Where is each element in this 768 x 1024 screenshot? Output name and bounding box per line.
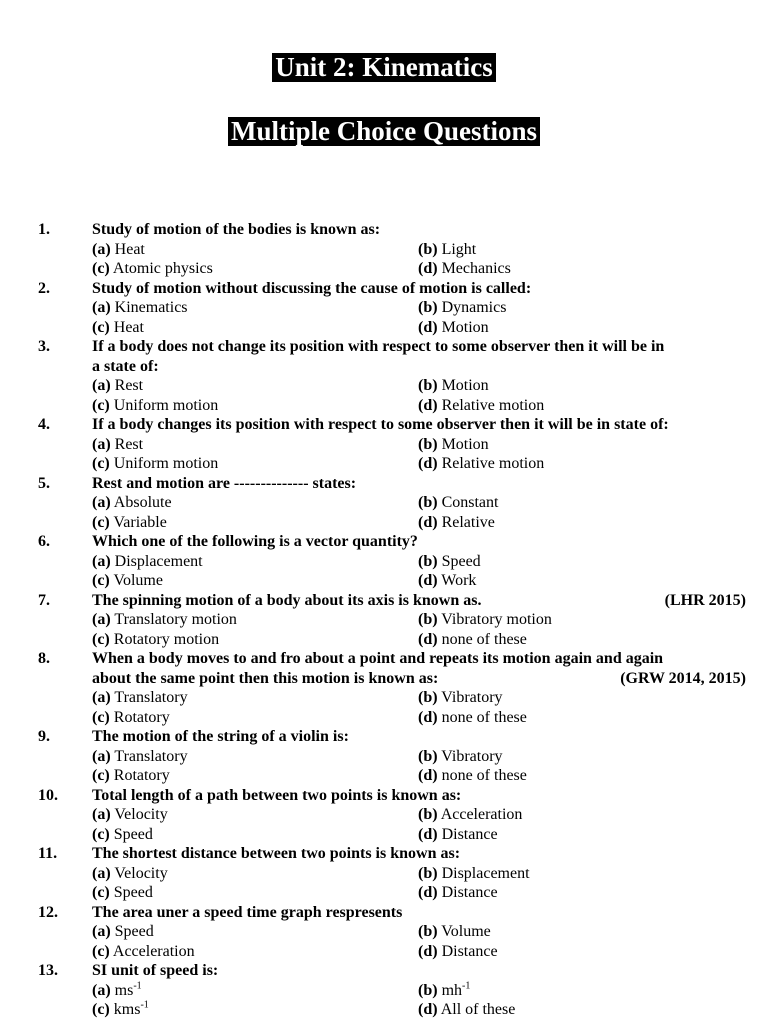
option-row	[0, 942, 768, 962]
option-key: (c)	[92, 884, 110, 901]
option-key: (a)	[92, 377, 111, 394]
option-text: mh	[441, 981, 463, 999]
question-line	[0, 532, 768, 552]
question-line	[0, 649, 768, 669]
question-text: The spinning motion of a body about its axis is known as.	[92, 591, 482, 609]
option-text: Volume	[441, 923, 491, 940]
answer-option	[418, 942, 498, 962]
question-line	[0, 415, 768, 435]
option-row	[0, 922, 768, 942]
option-key: (a)	[92, 552, 111, 570]
option-key: (b)	[418, 494, 438, 511]
option-text: Speed	[113, 884, 153, 901]
question-number: 4.	[38, 416, 50, 433]
page-title: Unit 2: Kinematics	[272, 53, 495, 82]
option-text: Relative motion	[441, 455, 545, 472]
option-text: Heat	[113, 318, 144, 336]
answer-option	[92, 298, 188, 318]
question-number: 1.	[38, 221, 50, 238]
answer-option	[92, 552, 203, 572]
option-row	[0, 240, 768, 260]
answer-option	[418, 630, 527, 650]
question-line-continued	[0, 357, 768, 377]
option-key: (b)	[418, 435, 438, 453]
option-row	[0, 708, 768, 728]
option-key: (a)	[92, 806, 111, 823]
option-text: Volume	[113, 572, 163, 589]
option-key: (d)	[418, 767, 438, 784]
answer-option	[418, 298, 506, 318]
answer-option	[92, 454, 218, 474]
option-key: (a)	[92, 689, 111, 706]
option-key: (d)	[418, 825, 438, 843]
question-item	[0, 844, 768, 903]
option-text: Displacement	[114, 552, 203, 570]
option-key: (a)	[92, 611, 111, 628]
answer-option	[418, 981, 470, 1001]
question-text: If a body does not change its position with respect to some observer then it will be in	[92, 338, 665, 355]
option-row	[0, 688, 768, 708]
option-text: Speed	[114, 923, 154, 940]
option-key: (d)	[418, 513, 438, 531]
option-key: (b)	[418, 689, 438, 706]
question-number: 12.	[38, 903, 58, 921]
option-key: (d)	[418, 708, 438, 726]
option-text: Motion	[441, 318, 489, 336]
question-text: Rest and motion are -------------- states:	[92, 474, 357, 492]
option-row	[0, 259, 768, 279]
question-number: 10.	[38, 786, 58, 804]
option-row	[0, 981, 768, 1001]
answer-option	[418, 766, 527, 786]
option-text: Absolute	[113, 494, 172, 511]
question-item	[0, 279, 768, 338]
option-text: Acceleration	[440, 806, 523, 823]
option-key: (b)	[418, 377, 438, 394]
option-text: ms	[114, 981, 134, 999]
option-text: Translatory	[114, 747, 188, 765]
option-key: (d)	[418, 630, 438, 648]
question-text: When a body moves to and fro about a point and repeats its motion again and again	[92, 650, 664, 667]
option-key: (b)	[418, 240, 438, 258]
answer-option	[418, 396, 544, 416]
option-text: Translatory	[114, 689, 188, 706]
option-text: Rotatory	[113, 767, 170, 784]
answer-option	[418, 571, 476, 591]
option-text: Velocity	[114, 864, 168, 882]
option-key: (b)	[418, 747, 438, 765]
option-text: none of these	[441, 630, 527, 648]
option-row	[0, 454, 768, 474]
option-text: Relative	[441, 513, 495, 531]
option-row	[0, 318, 768, 338]
option-text: Vibratory	[441, 689, 503, 706]
option-text: Vibratory motion	[441, 611, 552, 628]
option-row	[0, 298, 768, 318]
option-superscript: -1	[140, 999, 149, 1011]
answer-option	[418, 552, 481, 572]
question-number: 5.	[38, 474, 50, 492]
question-line	[0, 279, 768, 299]
question-text: The area uner a speed time graph respresents	[92, 903, 403, 921]
option-text: kms	[113, 1001, 141, 1018]
question-item	[0, 903, 768, 962]
option-text: Kinematics	[114, 299, 188, 316]
option-text: Light	[441, 240, 477, 258]
option-row	[0, 630, 768, 650]
answer-option	[418, 435, 489, 455]
option-key: (d)	[418, 572, 438, 589]
question-text: Study of motion without discussing the cause of motion is called:	[92, 279, 532, 297]
answer-option	[92, 318, 144, 338]
question-number: 6.	[38, 533, 50, 550]
option-text: none of these	[441, 767, 527, 784]
answer-option	[418, 610, 552, 630]
option-text: Rest	[114, 377, 144, 394]
option-key: (d)	[418, 260, 438, 277]
answer-option	[92, 766, 170, 786]
option-row	[0, 493, 768, 513]
answer-option	[418, 922, 491, 942]
question-number: 9.	[38, 728, 50, 745]
option-row	[0, 747, 768, 767]
question-number: 11.	[38, 845, 58, 862]
option-key: (c)	[92, 572, 110, 589]
question-text: Total length of a path between two points is known as:	[92, 786, 462, 804]
option-key: (c)	[92, 260, 110, 277]
question-item	[0, 591, 768, 650]
question-line	[0, 591, 768, 611]
option-key: (c)	[92, 630, 110, 648]
answer-option	[92, 240, 145, 260]
question-number: 2.	[38, 279, 50, 297]
option-row	[0, 435, 768, 455]
option-text: Work	[441, 572, 477, 589]
option-superscript: -1	[133, 980, 142, 992]
option-text: Rotatory	[113, 708, 170, 726]
title-block	[0, 53, 768, 82]
question-list	[0, 220, 768, 1020]
option-key: (a)	[92, 240, 111, 258]
question-item	[0, 649, 768, 727]
option-row	[0, 571, 768, 591]
option-key: (c)	[92, 825, 110, 843]
option-text: Displacement	[441, 864, 530, 882]
question-line	[0, 727, 768, 747]
option-text: All of these	[440, 1001, 516, 1018]
question-reference: (LHR 2015)	[664, 591, 746, 609]
question-item	[0, 474, 768, 533]
option-key: (c)	[92, 396, 110, 414]
question-text: Which one of the following is a vector quantity?	[92, 533, 418, 550]
question-line	[0, 961, 768, 981]
answer-option	[92, 922, 154, 942]
answer-option	[92, 396, 218, 416]
answer-option	[92, 630, 219, 650]
option-row	[0, 766, 768, 786]
answer-option	[92, 435, 143, 455]
option-key: (b)	[418, 864, 438, 882]
option-text: Uniform motion	[113, 396, 219, 414]
option-text: Speed	[441, 552, 481, 570]
option-key: (b)	[418, 806, 438, 823]
answer-option	[418, 864, 530, 884]
answer-option	[92, 883, 153, 903]
answer-option	[92, 981, 142, 1001]
answer-option	[418, 747, 503, 767]
question-line	[0, 786, 768, 806]
question-line	[0, 474, 768, 494]
answer-option	[92, 259, 213, 279]
option-row	[0, 610, 768, 630]
option-text: Relative motion	[441, 396, 545, 414]
option-text: Distance	[441, 884, 498, 901]
question-text: Study of motion of the bodies is known as:	[92, 221, 381, 238]
answer-option	[92, 571, 163, 591]
answer-option	[92, 688, 188, 708]
question-text: The shortest distance between two points is known as:	[92, 845, 461, 862]
question-item	[0, 727, 768, 786]
question-item	[0, 961, 768, 1020]
answer-option	[92, 513, 167, 533]
option-key: (c)	[92, 708, 110, 726]
question-number: 8.	[38, 650, 50, 667]
answer-option	[418, 825, 498, 845]
question-text: If a body changes its position with respect to some observer then it will be in state of:	[92, 416, 669, 433]
option-key: (d)	[418, 318, 438, 336]
option-row	[0, 805, 768, 825]
option-key: (a)	[92, 981, 111, 999]
question-item	[0, 532, 768, 591]
option-text: Distance	[441, 942, 498, 960]
option-row	[0, 513, 768, 533]
option-key: (c)	[92, 767, 110, 784]
answer-option	[92, 942, 195, 962]
option-text: none of these	[441, 708, 527, 726]
option-key: (a)	[92, 299, 111, 316]
option-text: Velocity	[114, 806, 168, 823]
option-text: Vibratory	[441, 747, 503, 765]
option-key: (d)	[418, 396, 438, 414]
option-row	[0, 1000, 768, 1020]
answer-option	[418, 376, 489, 396]
question-text-continued: a state of:	[92, 357, 159, 375]
answer-option	[92, 864, 168, 884]
option-key: (b)	[418, 611, 438, 628]
question-line-continued	[0, 669, 768, 689]
option-key: (a)	[92, 864, 111, 882]
option-row	[0, 552, 768, 572]
answer-option	[92, 825, 153, 845]
option-text: Variable	[113, 513, 167, 531]
option-text: Motion	[441, 377, 489, 394]
option-row	[0, 883, 768, 903]
option-key: (d)	[418, 455, 438, 472]
option-text: Rotatory motion	[113, 630, 220, 648]
question-text-continued: about the same point then this motion is known as:	[92, 669, 439, 687]
option-key: (b)	[418, 981, 438, 999]
answer-option	[418, 454, 544, 474]
question-item	[0, 786, 768, 845]
answer-option	[418, 883, 498, 903]
answer-option	[418, 240, 476, 260]
option-text: Heat	[114, 240, 145, 258]
option-key: (c)	[92, 513, 110, 531]
answer-option	[418, 688, 503, 708]
question-line	[0, 844, 768, 864]
option-row	[0, 825, 768, 845]
answer-option	[418, 259, 511, 279]
question-line	[0, 903, 768, 923]
subtitle-block	[0, 117, 768, 146]
answer-option	[92, 1000, 149, 1020]
option-key: (c)	[92, 942, 110, 960]
answer-option	[92, 708, 170, 728]
question-number: 7.	[38, 591, 50, 609]
option-text: Motion	[441, 435, 489, 453]
answer-option	[92, 376, 143, 396]
answer-option	[418, 805, 522, 825]
answer-option	[92, 747, 188, 767]
answer-option	[92, 493, 172, 513]
question-text: The motion of the string of a violin is:	[92, 728, 349, 745]
option-key: (d)	[418, 884, 438, 901]
option-key: (d)	[418, 942, 438, 960]
option-key: (a)	[92, 747, 111, 765]
question-number: 3.	[38, 338, 50, 355]
option-text: Distance	[441, 825, 498, 843]
option-key: (c)	[92, 455, 110, 472]
answer-option	[92, 610, 237, 630]
question-line	[0, 220, 768, 240]
option-text: Constant	[441, 494, 499, 511]
option-text: Rest	[114, 435, 144, 453]
option-text: Translatory motion	[114, 611, 237, 628]
option-key: (a)	[92, 923, 111, 940]
option-key: (a)	[92, 435, 111, 453]
option-key: (b)	[418, 552, 438, 570]
question-text: SI unit of speed is:	[92, 962, 219, 979]
option-key: (d)	[418, 1001, 438, 1018]
option-row	[0, 864, 768, 884]
answer-option	[92, 805, 168, 825]
option-text: Atomic physics	[112, 260, 213, 277]
answer-option	[418, 513, 495, 533]
option-text: Mechanics	[441, 260, 511, 277]
question-item	[0, 337, 768, 415]
answer-option	[418, 318, 489, 338]
option-key: (b)	[418, 299, 438, 316]
question-number: 13.	[38, 962, 58, 979]
question-item	[0, 220, 768, 279]
option-text: Speed	[113, 825, 153, 843]
option-text: Uniform motion	[113, 455, 219, 472]
question-item	[0, 415, 768, 474]
option-superscript: -1	[462, 980, 471, 992]
option-text: Dynamics	[441, 299, 507, 316]
option-text: Acceleration	[112, 942, 195, 960]
question-reference: (GRW 2014, 2015)	[620, 669, 746, 687]
option-row	[0, 376, 768, 396]
answer-option	[418, 493, 498, 513]
page-subtitle: Multiple Choice Questions	[228, 117, 540, 146]
question-line	[0, 337, 768, 357]
option-key: (a)	[92, 494, 111, 511]
answer-option	[418, 1000, 515, 1020]
option-key: (b)	[418, 923, 438, 940]
option-key: (c)	[92, 1001, 110, 1018]
option-key: (c)	[92, 318, 110, 336]
answer-option	[418, 708, 527, 728]
option-row	[0, 396, 768, 416]
